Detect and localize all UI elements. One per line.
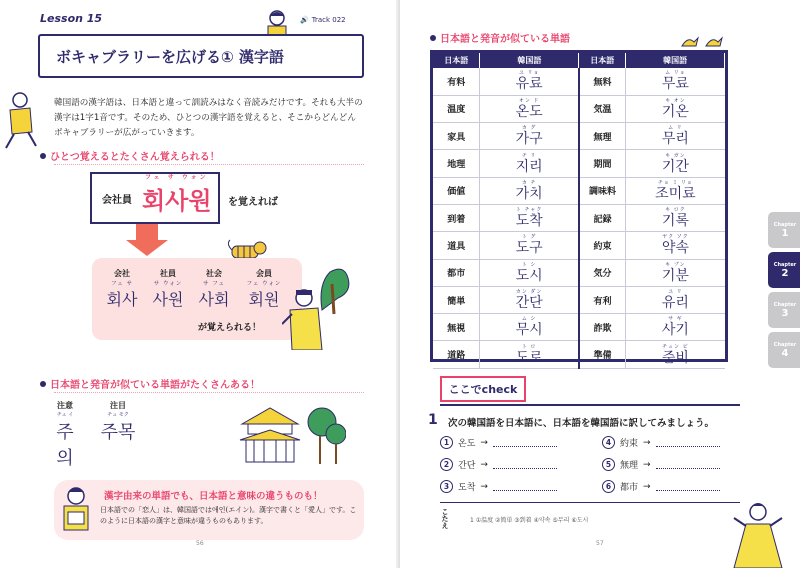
tab-label: Chapter — [773, 301, 797, 308]
cell-ruby: キ オン — [665, 97, 686, 104]
question-item — [440, 480, 557, 493]
cell-japanese: 道具 — [433, 232, 480, 259]
table-row — [433, 341, 725, 368]
cell-japanese: 無視 — [433, 314, 480, 341]
question-item — [602, 480, 720, 493]
table-row — [433, 232, 725, 259]
arrow-right-icon: → — [480, 481, 488, 492]
table-row — [433, 286, 725, 313]
question-item — [602, 458, 720, 471]
question-word: 約束 — [620, 439, 639, 449]
example-word: 注意 チュ イ 주의 — [56, 401, 74, 469]
column-header: 日本語 — [579, 53, 626, 68]
question-word: 온도 — [458, 439, 476, 449]
chapter-tab-3[interactable] — [768, 292, 800, 328]
divider — [54, 392, 364, 393]
cell-korean-word: 무리 — [661, 131, 689, 148]
question-word: 都市 — [620, 483, 639, 493]
section-heading-1: ひとつ覚えるとたくさん覚えられる！ — [40, 148, 220, 163]
cell-korean — [626, 204, 725, 231]
cell-japanese: 簡単 — [433, 286, 480, 313]
cell-korean — [626, 123, 725, 150]
cell-korean-word: 준비 — [661, 349, 689, 366]
cell-korean-word: 기간 — [661, 158, 689, 175]
cell-korean — [480, 177, 579, 204]
cell-ruby: ユ リ — [668, 289, 683, 296]
question-item — [602, 436, 720, 449]
person-running-icon — [0, 90, 40, 150]
cell-japanese: 都市 — [433, 259, 480, 286]
divider — [440, 502, 740, 503]
person-reading-icon — [58, 486, 94, 532]
chapter-tab-1[interactable] — [768, 212, 800, 248]
tab-number: 1 — [781, 227, 789, 239]
cell-japanese: 無料 — [579, 68, 626, 95]
chapter-tab-2[interactable] — [768, 252, 800, 288]
down-arrow-head-icon — [126, 240, 168, 256]
cell-japanese: 約束 — [579, 232, 626, 259]
cell-japanese: 有料 — [433, 68, 480, 95]
table-row — [433, 259, 725, 286]
cell-ruby: カ チ — [521, 179, 537, 186]
table-row — [433, 177, 725, 204]
cell-japanese: 温度 — [433, 95, 480, 122]
question-number-badge: 2 — [440, 458, 453, 471]
cell-korean — [626, 341, 725, 368]
arrow-right-icon: → — [480, 437, 488, 448]
question-number-badge: 5 — [602, 458, 615, 471]
derived-word: 会員 フェ ウォン 회원 — [246, 269, 282, 309]
cell-korean — [480, 259, 579, 286]
cell-ruby: キ ブン — [665, 261, 686, 268]
answer-blank[interactable] — [493, 439, 557, 447]
cell-korean-word: 무료 — [661, 76, 689, 93]
cell-korean — [480, 314, 579, 341]
note-text: 日本語での「恋人」は、韓国語では애인(エイン)。漢字で書くと「愛人」です。このように日本語の漢字と意味が違うものもあります。 — [100, 506, 357, 525]
question-number: 1 — [428, 412, 438, 428]
bullet-icon — [40, 381, 46, 387]
bullet-icon — [40, 153, 46, 159]
answer-key: 1 ①温度 ②簡単 ③到着 ④약속 ⑤무리 ⑥도시 — [470, 517, 589, 524]
cell-korean — [480, 341, 579, 368]
question-number-badge: 1 — [440, 436, 453, 449]
question-number-badge: 4 — [602, 436, 615, 449]
cell-ruby: ユ リョ — [518, 70, 540, 77]
table-row — [433, 68, 725, 95]
cell-korean — [626, 95, 725, 122]
cell-korean — [626, 232, 725, 259]
tab-label: Chapter — [773, 261, 797, 268]
cell-korean-word: 유리 — [661, 295, 689, 312]
cell-ruby: ヤク ソク — [662, 234, 689, 241]
cell-korean-word: 유료 — [515, 76, 543, 93]
cell-korean-word: 조미료 — [655, 185, 696, 202]
cell-korean-word: 약속 — [661, 240, 689, 257]
cell-japanese: 家具 — [433, 123, 480, 150]
column-header: 日本語 — [433, 53, 480, 68]
cell-korean — [626, 68, 725, 95]
tab-label: Chapter — [773, 341, 797, 348]
lesson-title: ボキャブラリーを広げる① 漢字語 — [38, 34, 364, 78]
tab-number: 2 — [781, 267, 789, 279]
cell-ruby: ト シ — [521, 261, 537, 268]
question-item — [440, 436, 557, 449]
cell-japanese: 記録 — [579, 204, 626, 231]
question-text: 次の韓国語を日本語に、日本語を韓国語に訳してみましょう。 — [448, 418, 715, 429]
cell-japanese: 無理 — [579, 123, 626, 150]
cell-korean-word: 기록 — [661, 213, 689, 230]
vocab-table — [430, 50, 728, 366]
bullet-icon — [430, 35, 436, 41]
arrow-right-icon: → — [480, 459, 488, 470]
cell-japanese: 期間 — [579, 150, 626, 177]
answer-blank[interactable] — [656, 439, 720, 447]
cell-korean — [626, 259, 725, 286]
cell-korean-word: 지리 — [515, 158, 543, 175]
derived-word: 社会 サ フェ 사회 — [198, 269, 230, 309]
remember-text: を覚えれば — [228, 197, 278, 208]
cell-ruby: カ グ — [521, 125, 537, 132]
question-word: 간단 — [458, 461, 476, 471]
cell-ruby: チョ ミ リョ — [657, 179, 693, 186]
main-word-korean: フェ サ ウォン 회사원 — [142, 173, 212, 215]
cell-japanese: 価値 — [433, 177, 480, 204]
cell-japanese: 気温 — [579, 95, 626, 122]
cell-korean — [480, 95, 579, 122]
cell-ruby: カン ダン — [515, 289, 543, 296]
question-item — [440, 458, 557, 471]
cell-korean-word: 가치 — [515, 185, 543, 202]
derived-word: 社員 サ ウォン 사원 — [152, 269, 184, 309]
answer-blank[interactable] — [493, 461, 557, 469]
page-number: 56 — [196, 540, 204, 547]
question-number-badge: 3 — [440, 480, 453, 493]
cell-korean — [480, 68, 579, 95]
cell-korean-word: 기분 — [661, 267, 689, 284]
cell-korean-word: 무시 — [515, 322, 543, 339]
divider — [440, 404, 740, 406]
table-header-row — [433, 53, 725, 68]
learned-text: が覚えられる！ — [198, 323, 262, 333]
cell-ruby: オン ド — [518, 97, 540, 104]
table-row — [433, 95, 725, 122]
note-heading: 漢字由来の単語でも、日本語と意味の違うものも！ — [104, 491, 323, 502]
cell-korean — [626, 177, 725, 204]
section-heading-2: 日本語と発音が似ている単語がたくさんある！ — [40, 376, 260, 391]
chapter-tab-4[interactable] — [768, 332, 800, 368]
question-word: 도착 — [458, 483, 476, 493]
cell-korean — [480, 204, 579, 231]
answer-label: こたえ — [441, 508, 449, 529]
table-row — [433, 314, 725, 341]
speaker-icon: 🔊 — [300, 16, 309, 24]
cell-korean-word: 도로 — [515, 349, 543, 366]
cell-ruby: チ リ — [521, 152, 537, 159]
cell-korean — [626, 150, 725, 177]
cell-ruby: チュン ビ — [662, 343, 689, 350]
track-label: 🔊 Track 022 — [300, 16, 346, 24]
cell-japanese: 道路 — [433, 341, 480, 368]
cell-japanese: 準備 — [579, 341, 626, 368]
tab-number: 4 — [781, 347, 789, 359]
cell-korean-word: 사기 — [661, 322, 689, 339]
person-dancing-icon — [728, 500, 788, 568]
cell-ruby: ム リ — [668, 125, 683, 132]
main-word-box: 会社員 フェ サ ウォン 회사원 — [90, 172, 220, 224]
cell-japanese: 調味料 — [579, 177, 626, 204]
tab-number: 3 — [781, 307, 789, 319]
cell-japanese: 有利 — [579, 286, 626, 313]
intro-paragraph: 韓国語の漢字語は、日本語と違って訓読みはなく音読みだけです。それも大半の漢字は1字1音です。そのため、ひとつの漢字語を覚えると、そこからどんどんボキャブラリーが広がっていきます。 — [54, 98, 363, 138]
birds-icon — [680, 32, 724, 50]
arrow-right-icon: → — [643, 437, 651, 448]
cell-korean-word: 가구 — [515, 131, 543, 148]
cell-japanese: 気分 — [579, 259, 626, 286]
cell-ruby: ト チャク — [515, 207, 543, 214]
cell-ruby: ト ロ — [521, 343, 537, 350]
page-number: 57 — [596, 540, 604, 547]
cell-korean — [480, 150, 579, 177]
example-word: 注目 チュ モク 주목 — [100, 401, 136, 443]
cell-japanese: 詐欺 — [579, 314, 626, 341]
cell-japanese: 地理 — [433, 150, 480, 177]
tab-label: Chapter — [773, 221, 797, 228]
divider — [54, 164, 364, 165]
down-arrow-icon — [136, 224, 158, 240]
temple-building-icon — [238, 400, 346, 466]
cell-ruby: サ ギ — [668, 316, 683, 323]
section-heading-3: 日本語と発音が似ている単語 — [430, 30, 570, 45]
lesson-label: Lesson 15 — [40, 12, 103, 25]
answer-blank[interactable] — [656, 461, 720, 469]
cell-korean-word: 도시 — [515, 267, 543, 284]
derived-word: 会社 フェ サ 회사 — [106, 269, 138, 309]
cell-japanese: 到着 — [433, 204, 480, 231]
table-row — [433, 123, 725, 150]
answer-blank[interactable] — [493, 483, 557, 491]
check-title: ここでcheck — [440, 376, 526, 402]
cell-korean — [480, 123, 579, 150]
cell-korean — [626, 286, 725, 313]
person-with-plant-icon — [282, 264, 354, 350]
cell-korean-word: 도착 — [515, 213, 543, 230]
column-header: 韓国語 — [626, 53, 725, 68]
cell-korean-word: 도구 — [515, 240, 543, 257]
column-header: 韓国語 — [480, 53, 579, 68]
cell-ruby: ム シ — [521, 316, 537, 323]
arrow-right-icon: → — [643, 481, 651, 492]
cell-korean — [480, 286, 579, 313]
cell-korean-word: 기온 — [661, 103, 689, 120]
cell-ruby: ト グ — [521, 234, 537, 241]
table-row — [433, 150, 725, 177]
cell-korean — [480, 232, 579, 259]
cell-ruby: ム リョ — [665, 70, 686, 77]
cell-korean — [626, 314, 725, 341]
person-peeking-icon — [262, 8, 292, 36]
question-word: 無理 — [620, 461, 639, 471]
table-row — [433, 204, 725, 231]
question-number-badge: 6 — [602, 480, 615, 493]
arrow-right-icon: → — [643, 459, 651, 470]
answer-blank[interactable] — [656, 483, 720, 491]
cell-korean-word: 온도 — [515, 103, 543, 120]
cell-ruby: キ ロク — [665, 207, 686, 214]
cell-ruby: キ ガン — [665, 152, 686, 159]
cell-korean-word: 간단 — [515, 295, 543, 312]
